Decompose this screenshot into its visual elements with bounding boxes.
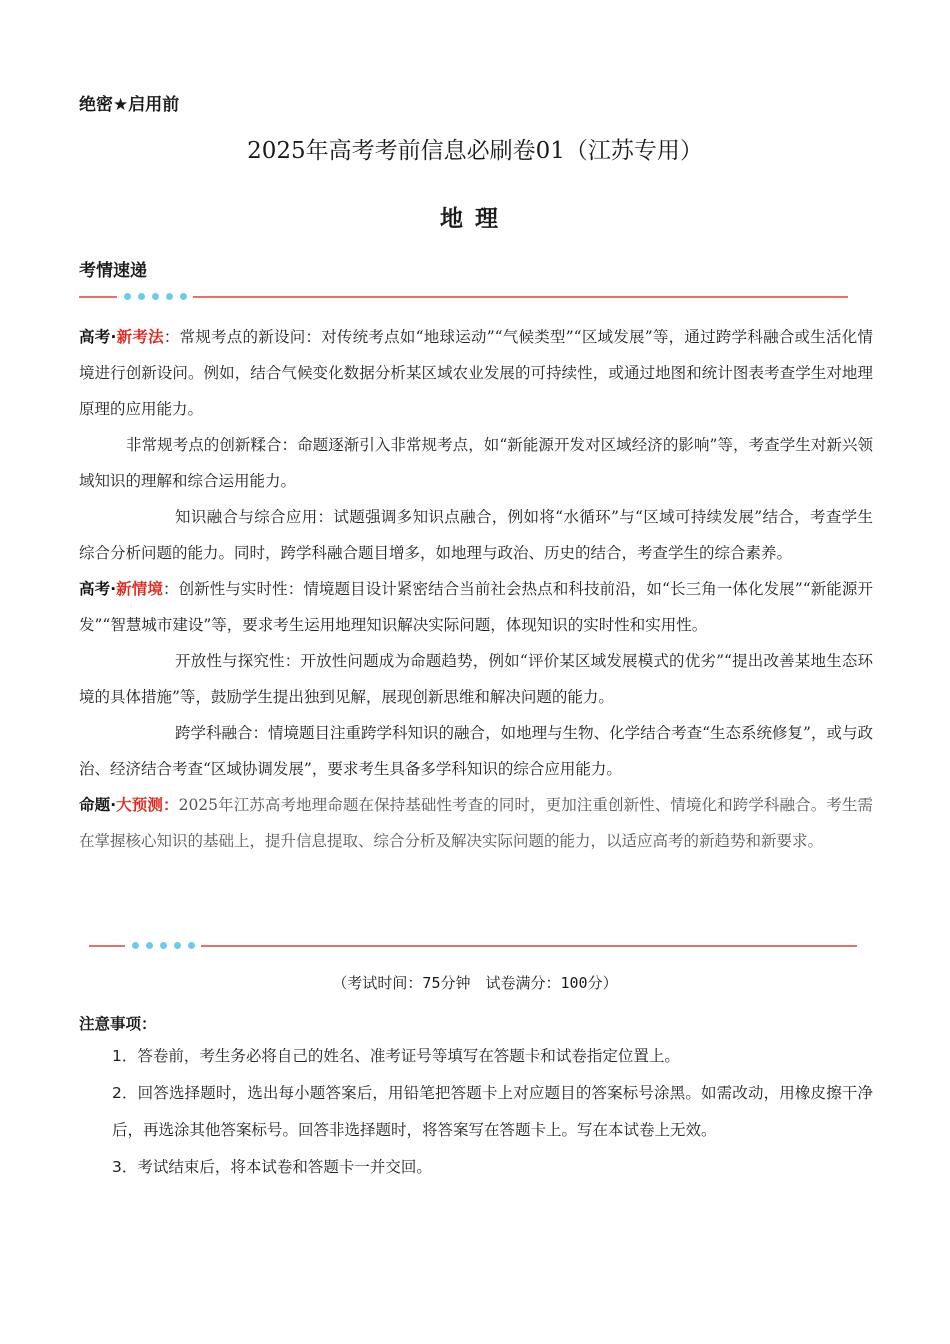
exam-analysis [79,319,873,859]
notice-heading: 注意事项： [79,1015,157,1033]
divider-dot [180,293,187,300]
divider-dot [166,293,173,300]
forecast-prefix: 命题· [79,796,117,814]
new-context-paragraph [79,571,873,643]
new-method-prefix: 高考· [79,328,117,346]
new-context-colon: ： [162,580,179,598]
forecast-colon: ： [162,796,179,814]
divider-segment-right [193,296,848,298]
new-method-colon: ： [163,328,180,346]
new-method-tag: 新考法 [116,328,164,346]
notice-item-3: 3．考试结束后，将本试卷和答题卡一并交回。 [112,1158,432,1176]
new-method-text-1: 常规考点的新设问：对传统考点如“地球运动”“气候类型”“区域发展”等，通过跨学科融合或生活化情境进行创新设问。例如，结合气候变化数据分析某区域农业发展的可持续性，或通过地图和统计图表考查学生对地理原理的应用能力。 [79,328,873,418]
new-method-text-2: 非常规考点的创新糅合：命题逐渐引入非常规考点，如“新能源开发对区域经济的影响”等，考查学生对新兴领域知识的理解和综合运用能力。 [79,436,873,490]
exam-time-score: （考试时间：75分钟 试卷满分：100分） [332,974,618,992]
divider-top [79,290,849,304]
divider-segment-right [201,945,857,947]
subject-title: 地理 [440,206,510,232]
divider-dot [174,942,181,949]
divider-dot [138,293,145,300]
new-context-text-2: 开放性与探究性：开放性问题成为命题趋势，例如“评价某区域发展模式的优劣”“提出改善某地生态环境的具体措施”等，鼓励学生提出独到见解，展现创新思维和解决问题的能力。 [79,652,873,706]
confidential-label: 绝密★启用前 [79,95,180,115]
notice-item-1: 1．答卷前，考生务必将自己的姓名、准考证号等填写在答题卡和试卷指定位置上。 [112,1047,680,1065]
divider-dot [188,942,195,949]
notice-item-2: 2．回答选择题时，选出每小题答案后，用铅笔把答题卡上对应题目的答案标号涂黑。如需改动，用橡皮擦干净后，再选涂其他答案标号。回答非选择题时，将答案写在答题卡上。写在本试卷上无效。 [112,1084,873,1139]
section-heading: 考情速递 [79,261,147,281]
divider-dot [146,942,153,949]
divider-bottom [89,939,859,953]
divider-dot [132,942,139,949]
forecast-tag: 大预测 [116,796,163,814]
new-method-paragraph [79,319,873,427]
new-context-tag: 新情境 [116,580,163,598]
divider-segment-left [79,296,117,298]
divider-dot [160,942,167,949]
page-title: 2025年高考考前信息必刷卷01（江苏专用） [247,138,703,164]
divider-dot [152,293,159,300]
new-context-text-1: 创新性与实时性：情境题目设计紧密结合当前社会热点和科技前沿，如“长三角一体化发展”“新能源开发”“智慧城市建设”等，要求考生运用地理知识解决实际问题，体现知识的实时性和实用性。 [79,580,873,634]
new-context-text-3: 跨学科融合：情境题目注重跨学科知识的融合，如地理与生物、化学结合考查“生态系统修复”，或与政治、经济结合考查“区域协调发展”，要求考生具备多学科知识的综合应用能力。 [79,724,873,778]
new-method-text-3: 知识融合与综合应用：试题强调多知识点融合，例如将“水循环”与“区域可持续发展”结合，考查学生综合分析问题的能力。同时，跨学科融合题目增多，如地理与政治、历史的结合，考查学生的综合素养。 [79,508,873,562]
forecast-paragraph [79,787,873,859]
divider-segment-left [89,945,125,947]
notice-list [79,1038,873,1186]
divider-dot [124,293,131,300]
new-context-prefix: 高考· [79,580,117,598]
forecast-text: 2025年江苏高考地理命题在保持基础性考查的同时，更加注重创新性、情境化和跨学科融合。考生需在掌握核心知识的基础上，提升信息提取、综合分析及解决实际问题的能力，以适应高考的新趋势和新要求。 [79,796,873,850]
